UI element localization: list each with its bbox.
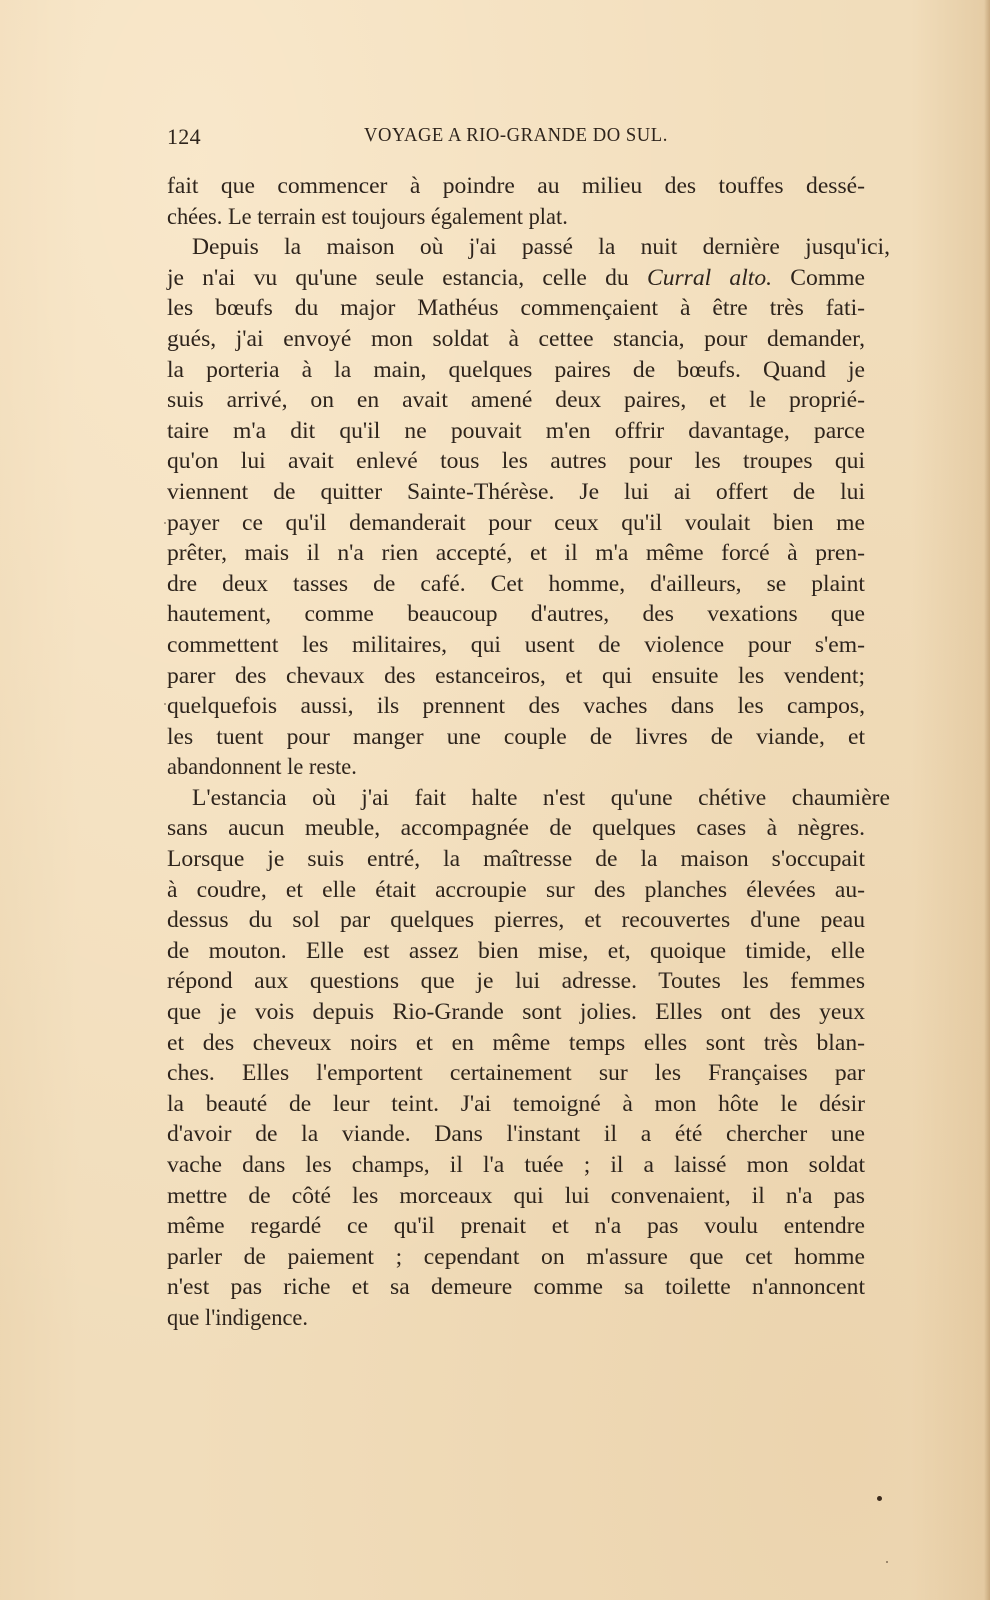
- text-line: gués, j'ai envoyé mon soldat à cettee stancia, pour demander,: [167, 325, 865, 352]
- text-line: même regardé ce qu'il prenait et n'a pas voulu entendre: [167, 1213, 865, 1240]
- text-line: n'est pas riche et sa demeure comme sa toilette n'annoncent: [167, 1274, 865, 1301]
- text-line: parler de paiement ; cependant on m'assure que cet homme: [167, 1243, 865, 1270]
- text-line: quelquefois aussi, ils prennent des vaches dans les campos,: [167, 693, 865, 720]
- place-name-italic: Curral alto.: [646, 264, 773, 291]
- text-line: commettent les militaires, qui usent de violence pour s'em-: [167, 631, 865, 658]
- text-line: les bœufs du major Mathéus commençaient à être très fati-: [167, 295, 865, 322]
- text-line: parer des chevaux des estanceiros, et qui ensuite les vendent;: [167, 662, 865, 689]
- text-segment: Comme: [772, 264, 865, 291]
- text-line: taire m'a dit qu'il ne pouvait m'en offrir davantage, parce: [167, 417, 865, 444]
- running-head: VOYAGE A RIO-GRANDE DO SUL.: [364, 124, 668, 146]
- text-line: chées. Le terrain est toujours également plat.: [167, 203, 568, 230]
- text-line: que je vois depuis Rio-Grande sont jolies. Elles ont des yeux: [167, 999, 865, 1026]
- text-line: de mouton. Elle est assez bien mise, et, quoique timide, elle: [167, 937, 865, 964]
- paper-speck: [877, 1496, 882, 1501]
- text-line: payer ce qu'il demanderait pour ceux qu'il voulait bien me: [167, 509, 865, 536]
- text-line: dessus du sol par quelques pierres, et recouvertes d'une peau: [167, 907, 865, 934]
- text-line: prêter, mais il n'a rien accepté, et il m'a même forcé à pren-: [167, 540, 865, 567]
- paper-speck: [886, 1561, 888, 1563]
- page-number: 124: [167, 124, 201, 149]
- text-line: ches. Elles l'emportent certainement sur les Françaises par: [167, 1060, 865, 1087]
- text-line: à coudre, et elle était accroupie sur des planches élevées au-: [167, 876, 865, 903]
- text-line: dre deux tasses de café. Cet homme, d'ailleurs, se plaint: [167, 570, 865, 597]
- body-text: [167, 171, 890, 1334]
- text-line: abandonnent le reste.: [167, 754, 357, 781]
- page-header: [167, 120, 865, 150]
- paper-speck: [164, 522, 166, 524]
- text-line: sans aucun meuble, accompagnée de quelques cases à nègres.: [167, 815, 865, 842]
- text-line: Lorsque je suis entré, la maîtresse de la maison s'occupait: [167, 846, 865, 873]
- text-line: que l'indigence.: [167, 1304, 308, 1331]
- text-line: les tuent pour manger une couple de livres de viande, et: [167, 723, 865, 750]
- text-line: L'estancia où j'ai fait halte n'est qu'une chétive chaumière: [192, 784, 890, 811]
- text-line: fait que commencer à poindre au milieu des touffes dessé-: [167, 173, 865, 199]
- text-line: d'avoir de la viande. Dans l'instant il a été chercher une: [167, 1121, 865, 1148]
- text-line-with-italic: [167, 263, 865, 294]
- text-line: vache dans les champs, il l'a tuée ; il a laissé mon soldat: [167, 1152, 865, 1178]
- page-edge-shadow: [984, 0, 990, 1600]
- text-line: mettre de côté les morceaux qui lui convenaient, il n'a pas: [167, 1182, 865, 1209]
- text-line: la porteria à la main, quelques paires de bœufs. Quand je: [167, 356, 865, 383]
- text-line: viennent de quitter Sainte-Thérèse. Je lui ai offert de lui: [167, 478, 865, 505]
- text-line: hautement, comme beaucoup d'autres, des vexations que: [167, 601, 865, 628]
- text-line: répond aux questions que je lui adresse. Toutes les femmes: [167, 968, 865, 995]
- text-line: Depuis la maison où j'ai passé la nuit dernière jusqu'ici,: [192, 234, 890, 261]
- text-line: suis arrivé, on en avait amené deux paires, et le proprié-: [167, 387, 865, 414]
- text-line: qu'on lui avait enlevé tous les autres pour les troupes qui: [167, 448, 865, 475]
- text-segment: je n'ai vu qu'une seule estancia, celle du: [167, 264, 647, 291]
- text-line: la beauté de leur teint. J'ai temoigné à mon hôte le désir: [167, 1090, 865, 1117]
- paper-speck: [164, 703, 166, 705]
- text-line: et des cheveux noirs et en même temps elles sont très blan-: [167, 1029, 865, 1056]
